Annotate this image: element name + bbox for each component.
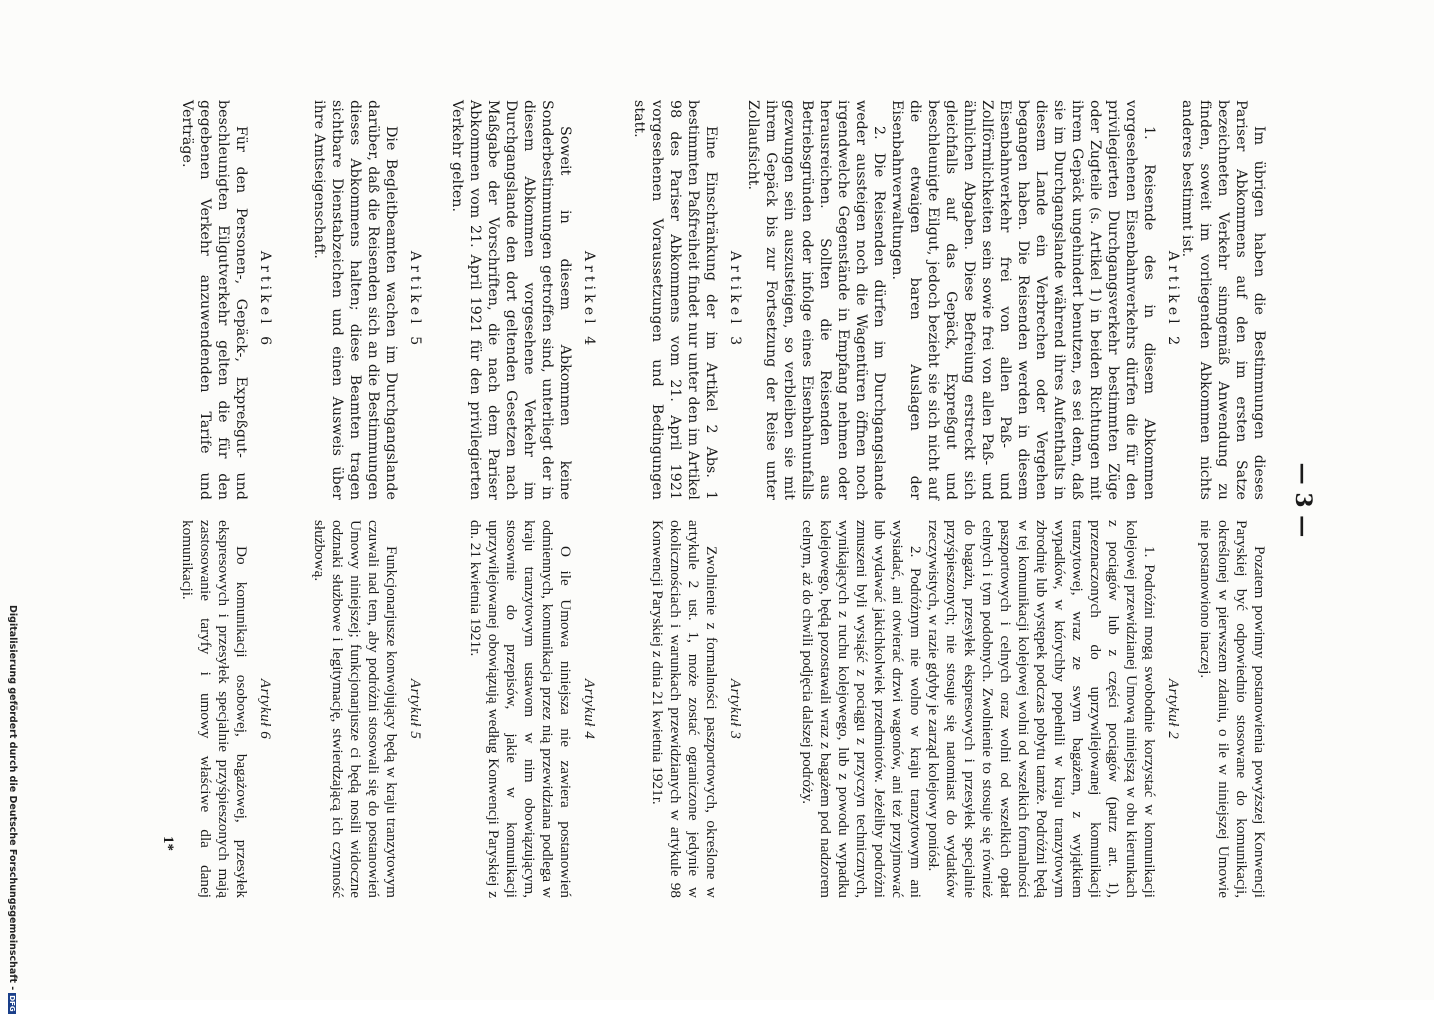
polish-art4-heading: Artykuł 4 xyxy=(581,678,598,740)
german-art5-paragraph: Die Begleitbeamten wachen im Durchgangslande darüber, daß die Reisenden sich an die Bestimmungen dieses Abkommens halten; diese Beamten tragen sichtbare Dienstabzeichen und einen Ausweis über ihre Amtseigenschaft. xyxy=(311,100,399,500)
german-art4-heading: Artikel 4 xyxy=(581,250,597,350)
german-art4-paragraph: Soweit in diesem Abkommen keine Sonderbestimmungen getroffen sind, unterliegt der in diesem Abkommen vorgesehene Verkehr im Durchgangslande den dort geltenden Gesetzen nach Maßgabe der Vorschriften, die nach dem Pariser Abkommen vom 21. April 1921 für den privilegierten Verkehr gelten. xyxy=(449,100,573,500)
polish-art6-heading: Artykuł 6 xyxy=(257,678,274,740)
german-intro: Im übrigen haben die Bestimmungen dieses Pariser Abkommens auf den im ersten Satze bezeichneten Verkehr sinngemäß Anwendung zu finden, soweit im vorliegenden Abkommen nichts anderes bestimmt ist. xyxy=(1179,100,1267,500)
polish-art2-paragraph-2: 2. Podróżnym nie wolno w kraju tranzytowym ani wysiadać, ani otwierać drzwi wagonów, ani też przyjmować lub wydawać jakichkolwiek przedmiotów. Jeżeliby podróżni zmuszeni byli wysiąść z pociągu z przyczyn technicznych, wynikających z ruchu kolejowego, lub z powodu wypadku kolejowego, będą pozostawali wraz z bagażem pod nadzorem celnym, aż do chwili podjęcia dalszej podróży. xyxy=(799,520,924,898)
polish-art4-paragraph: O ile Umowa niniejsza nie zawiera postanowień odmiennych, komunikacja przez nią przewidziana podlega w kraju tranzytowym ustawom w nim obowiązującym, stosownie do przepisów, jakie w komunikacji uprzywilejowanej obowiązują według Konwencji Paryskiej z dn. 21 kwietnia 1921r. xyxy=(467,520,574,898)
german-art2-paragraph-2: 2. Die Reisenden dürfen im Durchgangslande weder aussteigen noch die Wagentüren öffnen noch irgendwelche Gegenstände in Empfang nehmen oder herausreichen. Sollten die Reisenden aus Betriebsgründen oder infolge eines Eisenbahnunfalls gezwungen sein auszusteigen, so verbleiben sie mit ihrem Gepäck bis zur Fortsetzung der Reise unter Zollaufsicht. xyxy=(745,100,887,500)
german-art5-heading: Artikel 5 xyxy=(407,250,423,350)
polish-article-6 xyxy=(178,520,274,898)
dfg-logo: DFG xyxy=(8,995,16,1012)
polish-article-2 xyxy=(798,520,1182,898)
signature-mark: 1* xyxy=(160,836,176,851)
polish-article-5 xyxy=(310,520,424,898)
polish-art3-heading: Artykuł 3 xyxy=(727,678,744,740)
german-article-4 xyxy=(448,100,598,500)
polish-art5-paragraph: Funkcjonarjusze konwojujący będą w kraju tranzytowym czuwali nad tem, aby podróżni stosowali się do postanowień Umowy niniejszej; funkcjonarjusze ci będą nosili widoczne odznaki służbowe i legitymację, stwierdzającą ich czynność służbową. xyxy=(311,520,400,898)
digitization-credit xyxy=(2,605,22,1012)
german-intro-block xyxy=(1178,100,1268,500)
polish-article-4 xyxy=(466,520,598,898)
german-art2-paragraph-1: 1. Reisende des in diesem Abkommen vorgesehenen Eisenbahnverkehrs dürfen die für den privilegierten Durchgangsverkehr bestimmten Züge oder Zugteile (s. Artikel 1) in beiden Richtungen mit ihrem Gepäck ungehindert benutzen, es sei denn, daß sie im Durchgangslande während ihres Aufenthalts in diesem Lande ein Verbrechen oder Vergehen begangen haben. Die Reisenden werden in diesem Eisenbahnverkehr frei von allen Paß- und Zollförmlichkeiten sein sowie frei von allen Paß- und ähnlichen Abgaben. Diese Befreiung erstreckt sich gleichfalls auf das Gepäck, Expreßgut und beschleunigte Eilgut, jedoch bezieht sie sich nicht auf die etwaigen baren Auslagen der Eisenbahnverwaltungen. xyxy=(889,100,1157,500)
german-art2-heading: Artikel 2 xyxy=(1165,250,1181,350)
credit-text: Digitalisierung gefördert durch die Deutsche Forschungsgemeinschaft - xyxy=(7,605,18,991)
polish-intro: Pozatem powinny postanowienia powyższej Konwencji Paryskiej być odpowiednio stosowane do komunikacji, określonej w pierwszem zdaniu, o ile w niniejszej Umowie nie postanowiono inaczej. xyxy=(1197,520,1268,898)
polish-art5-heading: Artykuł 5 xyxy=(407,678,424,740)
polish-intro-block xyxy=(1196,520,1268,898)
german-article-3 xyxy=(630,100,744,500)
german-art3-paragraph: Eine Einschränkung der im Artikel 2 Abs. 1 bestimmten Paßfreiheit findet nur unter den im Artikel 98 des Pariser Abkommens vom 21. April 1921 vorgesehenen Voraussetzungen und Bedingungen statt. xyxy=(631,100,719,500)
german-art6-paragraph: Für den Personen-, Gepäck-, Expreßgut- und beschleunigten Eilgutverkehr gelten die für den gegebenen Verkehr anzuwendenden Tarife und Verträge. xyxy=(179,100,249,500)
polish-art2-heading: Artykuł 2 xyxy=(1165,678,1182,740)
german-art6-heading: Artikel 6 xyxy=(257,250,273,350)
polish-art6-paragraph: Do komunikacji osobowej, bagażowej, przesyłek ekspresowych i przesyłek specjalnie przyśpieszonych mają zastosowanie taryfy i umowy właściwe dla danej komunikacji. xyxy=(179,520,250,898)
polish-article-3 xyxy=(648,520,744,898)
polish-art3-paragraph: Zwolnienie z formalności paszportowych, określone w artykule 2 ust. 1, może zostać ograniczone jedynie w okolicznościach i warunkach przewidzianych w artykule 98 Konwencji Paryskiej z dnia 21 kwietnia 1921r. xyxy=(649,520,720,898)
polish-art2-paragraph-1: 1. Podróżni mogą swobodnie korzystać w komunikacji kolejowej przewidzianej Umową niniejszą w obu kierunkach z pociągów lub z części pociągów (patrz art. 1), przeznaczonych do uprzywilejowanej komunikacji tranzytowej, wraz ze swym bagażem, z wyjątkiem wypadków, w którychby popełnili w kraju tranzytowym zbrodnię lub występek podczas pobytu tamże. Podróżni będą w tej komunikacji kolejowej wolni od wszelkich formalności paszportowych i celnych oraz wolni od wszelkich opłat celnych i tym podobnych. Zwolnienie to stosuje się również do bagażu, przesyłek ekspresowych i przesyłek specjalnie przyśpieszonych; nie stosuje się natomiast do wydatków rzeczywistych, w razie gdyby je zarząd kolejowy poniósł. xyxy=(925,520,1158,898)
page-number: — 3 — xyxy=(1290,462,1316,538)
german-art3-heading: Artikel 3 xyxy=(727,250,743,350)
german-article-5 xyxy=(310,100,424,500)
german-article-6 xyxy=(178,100,274,500)
german-article-2 xyxy=(744,100,1182,500)
